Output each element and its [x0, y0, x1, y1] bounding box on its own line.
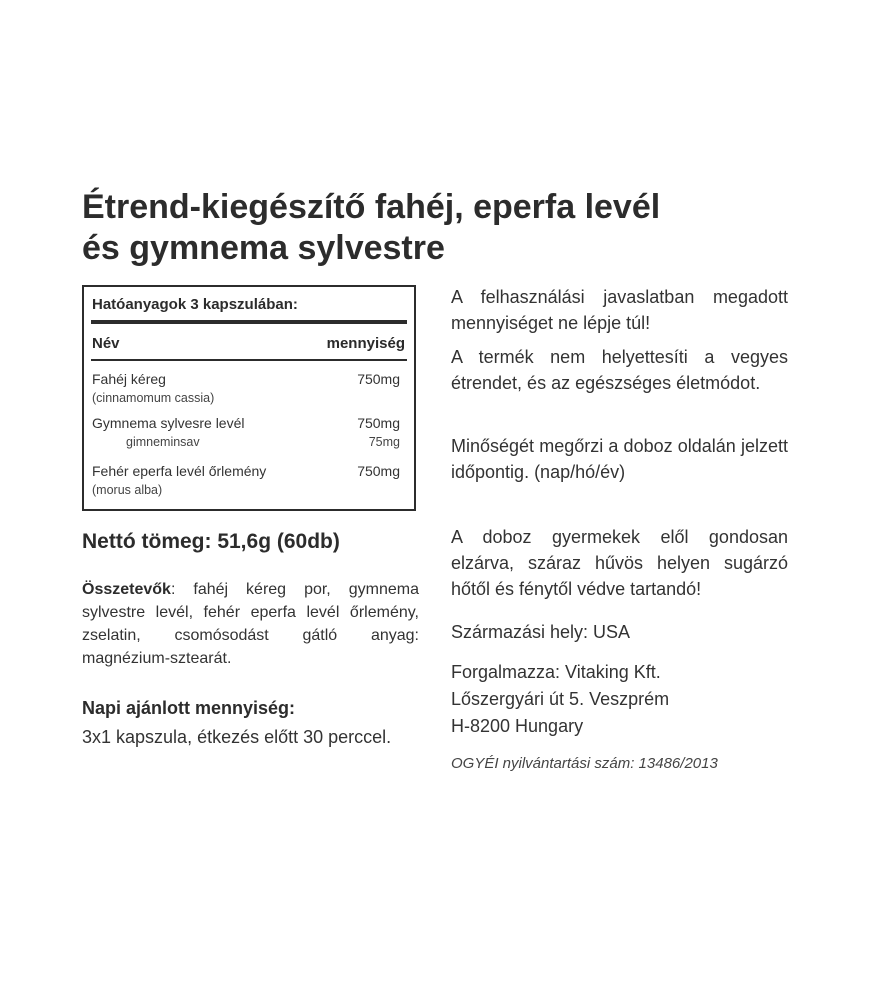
daily-dose-text: 3x1 kapszula, étkezés előtt 30 perccel. [82, 727, 392, 747]
row-3-sub: (morus alba) [92, 483, 163, 497]
row-1-sub: (cinnamomum cassia) [92, 391, 215, 405]
row-3-amount: 750mg [357, 463, 400, 479]
distributor-line-1: Forgalmazza: Vitaking Kft. [451, 662, 661, 682]
row-2-amount: 750mg [357, 415, 400, 431]
daily-dose-heading: Napi ajánlott mennyiség: [82, 698, 296, 718]
ingredients-paragraph [82, 578, 419, 670]
row-3-name: Fehér eperfa levél őrlemény [92, 463, 267, 479]
ingredients-text: : fahéj kéreg por, gymnema sylvestre levél, fehér eperfa levél őrlemény, zselatin, csomósodást gátló anyag: magnézium-sztearát. [82, 581, 419, 667]
origin-text: Származási hely: USA [451, 622, 631, 642]
title-line-2: és gymnema sylvestre [82, 229, 445, 267]
net-weight: Nettó tömeg: 51,6g (60db) [82, 530, 340, 553]
row-1-name: Fahéj kéreg [92, 371, 166, 387]
product-title [82, 187, 822, 269]
row-1-amount: 750mg [357, 371, 400, 387]
table-header: Hatóanyagok 3 kapszulában: [92, 296, 298, 313]
column-header-amount: mennyiség [326, 335, 405, 352]
right-paragraph-2: A termék nem helyettesíti a vegyes étrendet, és az egészséges életmódot. [451, 347, 788, 393]
distributor-line-2: Lőszergyári út 5. Veszprém [451, 689, 670, 709]
right-paragraph-4: A doboz gyermekek elől gondosan elzárva, száraz hűvös helyen sugárzó hőtől és fénytől védve tartandó! [451, 527, 788, 599]
distributor-line-3: H-8200 Hungary [451, 716, 584, 736]
ingredients-label: Összetevők [82, 581, 171, 598]
column-header-name: Név [92, 335, 120, 352]
table-divider [91, 359, 407, 361]
row-2-sub: gimneminsav [126, 435, 200, 449]
row-2-name: Gymnema sylvesre levél [92, 415, 245, 431]
registration-number: OGYÉI nyilvántartási szám: 13486/2013 [451, 755, 718, 772]
table-divider-thick [91, 320, 407, 324]
right-paragraph-1: A felhasználási javaslatban megadott mennyiséget ne lépje túl! [451, 287, 788, 333]
title-line-1: Étrend-kiegészítő fahéj, eperfa levél [82, 188, 661, 226]
row-2-sub-amount: 75mg [368, 435, 400, 449]
right-paragraph-3: Minőségét megőrzi a doboz oldalán jelzett időpontig. (nap/hó/év) [451, 436, 788, 482]
active-ingredients-table [82, 285, 416, 511]
